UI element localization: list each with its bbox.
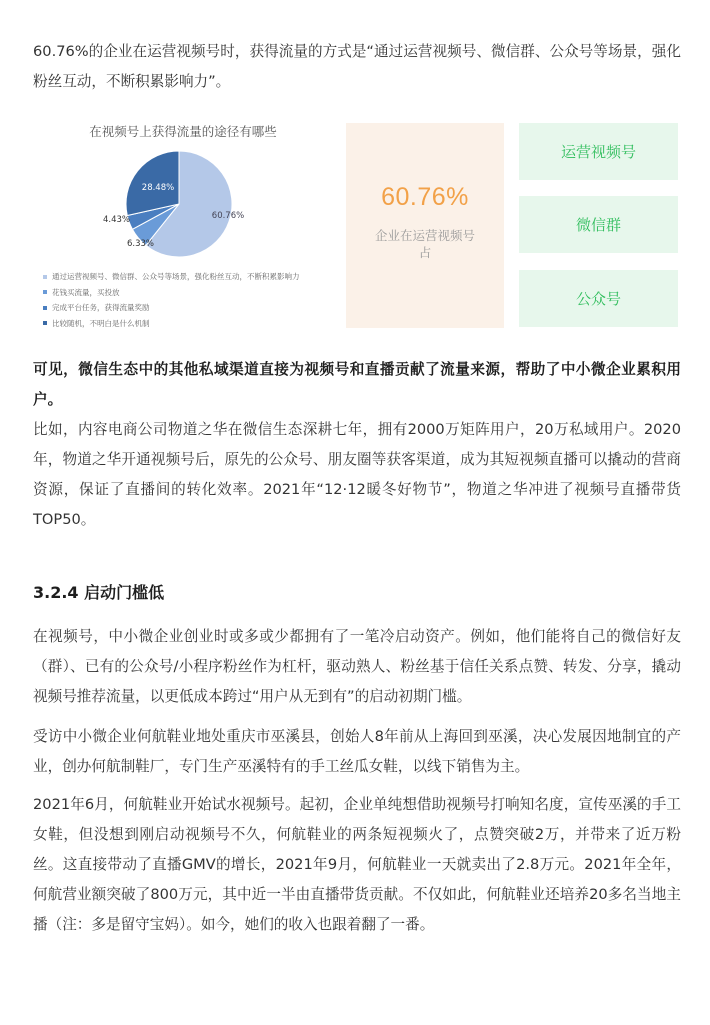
stat-description: 企业在运营视频号占 <box>375 228 476 260</box>
legend-label: 花钱买流量，买投放 <box>52 287 120 297</box>
paragraph-bold-lead: 可见，微信生态中的其他私域渠道直接为视频号和直播贡献了流量来源，帮助了中小微企业累积用户。 <box>33 361 681 408</box>
paragraph-example: 比如，内容电商公司物道之华在微信生态深耕七年，拥有2000万矩阵用户，20万私域用户。2020年，物道之华开通视频号后，原先的公众号、朋友圈等获客渠道，成为其短视频直播可以撬动的营商资源，保证了直播间的转化效率。2021年“12·12暖冬好物节”，物道之华冲进了视频号直播带货TOP50。 <box>33 421 681 528</box>
channel-wechat-group: 微信群 <box>519 196 678 253</box>
pie-data-label: 4.43% <box>103 215 131 225</box>
legend-swatch <box>43 290 47 294</box>
section-heading: 3.2.4 启动门槛低 <box>33 583 165 602</box>
stat-value: 60.76% <box>381 183 469 211</box>
legend-label: 完成平台任务，获得流量奖励 <box>52 303 150 313</box>
paragraph-company-story: 2021年6月，何航鞋业开始试水视频号。起初，企业单纯想借助视频号打响知名度，宣传巫溪的手工女鞋，但没想到刚启动视频号不久，何航鞋业的两条短视频火了，点赞突破2万，并带来了近万粉丝。这直接带动了直播GMV的增长，2021年9月，何航鞋业一天就卖出了2.8万元。2021年全年，何航营业额突破了800万元，其中近一半由直播带货贡献。不仅如此，何航鞋业还培养20多名当地主播（注：多是留守宝妈）。如今，她们的收入也跟着翻了一番。 <box>33 796 681 933</box>
legend-swatch <box>43 306 47 310</box>
intro-paragraph: 60.76%的企业在运营视频号时，获得流量的方式是“通过运营视频号、微信群、公众号等场景，强化粉丝互动，不断积累影响力”。 <box>33 43 681 90</box>
pie-chart <box>33 115 333 337</box>
legend-label: 比较随机，不明白是什么机制 <box>52 318 150 328</box>
legend-item <box>43 269 300 285</box>
pie-data-label: 28.48% <box>141 183 175 193</box>
paragraph-company-intro: 受访中小微企业何航鞋业地处重庆市巫溪县，创始人8年前从上海回到巫溪，决心发展因地制宜的产业，创办何航制鞋厂，专门生产巫溪特有的手工丝瓜女鞋，以线下销售为主。 <box>33 728 681 775</box>
legend-swatch <box>43 275 47 279</box>
legend-label: 通过运营视频号、微信群、公众号等场景，强化粉丝互动，不断积累影响力 <box>52 272 300 282</box>
pie-data-label: 60.76% <box>211 211 245 221</box>
chart-title: 在视频号上获得流量的途径有哪些 <box>89 124 277 139</box>
paragraph-cold-start: 在视频号，中小微企业创业时或多或少都拥有了一笔冷启动资产。例如，他们能将自己的微信好友（群）、已有的公众号/小程序粉丝作为杠杆，驱动熟人、粉丝基于信任关系点赞、转发、分享，撬动视频号推荐流量，以更低成本跨过“用户从无到有”的启动初期门槛。 <box>33 628 681 705</box>
legend-item <box>43 285 300 301</box>
legend-item <box>43 316 300 332</box>
chart-legend <box>43 269 300 331</box>
pie-data-label: 6.33% <box>127 239 155 249</box>
legend-swatch <box>43 321 47 325</box>
channel-video-account: 运营视频号 <box>519 123 678 180</box>
legend-item <box>43 300 300 316</box>
channel-official-account: 公众号 <box>519 270 678 327</box>
paragraph-private-traffic <box>33 355 681 535</box>
stat-card <box>346 123 504 328</box>
